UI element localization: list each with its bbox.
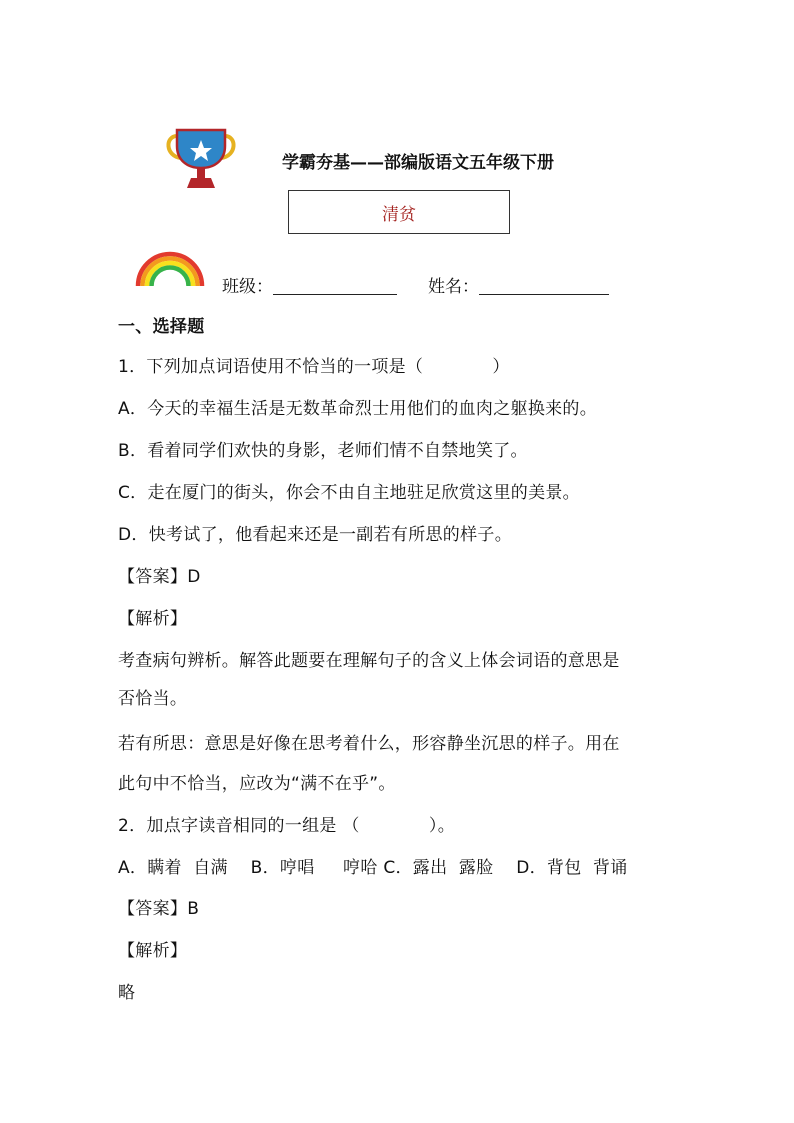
name-field	[428, 272, 609, 297]
question-1-option-d: D．快考试了，他看起来还是一副若有所思的样子。	[118, 525, 512, 545]
question-1-option-b: B．看着同学们欢快的身影，老师们情不自禁地笑了。	[118, 441, 528, 461]
question-2-analysis-text: 略	[118, 983, 136, 1003]
class-field	[222, 272, 397, 297]
name-label: 姓名：	[428, 277, 479, 297]
question-1-analysis-line-4: 此句中不恰当，应改为“满不在乎”。	[118, 774, 396, 794]
question-2-analysis-label: 【解析】	[118, 941, 188, 961]
question-1-stem: 1．下列加点词语使用不恰当的一项是（ ）	[118, 357, 510, 377]
question-1-option-a: A．今天的幸福生活是无数革命烈士用他们的血肉之躯换来的。	[118, 399, 598, 419]
document-header-title: 学霸夯基——部编版语文五年级下册	[282, 153, 554, 173]
class-blank[interactable]	[273, 276, 397, 295]
question-2-stem: 2．加点字读音相同的一组是 （ ）。	[118, 816, 456, 836]
question-1-analysis-label: 【解析】	[118, 609, 188, 629]
trophy-icon	[163, 126, 239, 190]
class-label: 班级：	[222, 277, 273, 297]
question-2-options: A．瞒着 自满 B．哼唱 哼哈 C．露出 露脸 D．背包 背诵	[118, 858, 628, 878]
question-1-analysis-line-2: 否恰当。	[118, 689, 188, 709]
question-1-option-c: C．走在厦门的街头，你会不由自主地驻足欣赏这里的美景。	[118, 483, 580, 503]
question-1-analysis-line-3: 若有所思：意思是好像在思考着什么，形容静坐沉思的样子。用在	[118, 734, 620, 754]
lesson-title-box	[288, 190, 510, 234]
question-1-analysis-line-1: 考查病句辨析。解答此题要在理解句子的含义上体会词语的意思是	[118, 651, 620, 671]
section-heading: 一、选择题	[118, 317, 205, 337]
name-blank[interactable]	[479, 276, 609, 295]
lesson-title: 清贫	[382, 204, 416, 225]
question-1-answer: 【答案】D	[118, 567, 201, 587]
question-2-answer: 【答案】B	[118, 899, 200, 919]
rainbow-icon	[132, 246, 208, 286]
